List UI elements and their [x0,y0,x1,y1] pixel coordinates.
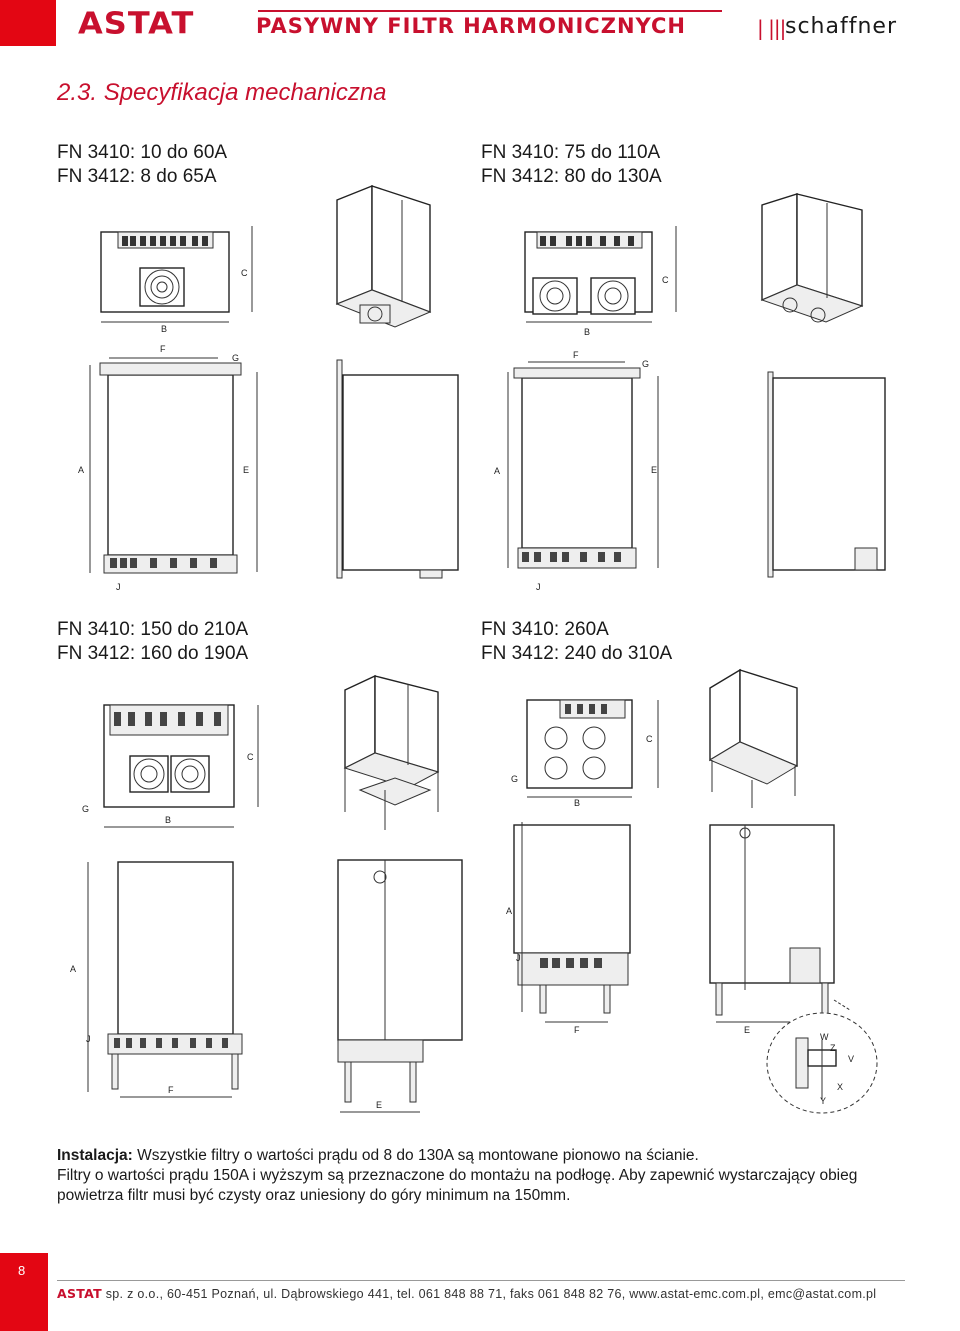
dim-c2-label: C [662,275,669,285]
dim-a4-label: A [506,906,513,916]
dim-a-label: A [78,465,85,475]
footer-address: sp. z o.o., 60-451 Poznań, ul. Dąbrowskiego 441, tel. 061 848 88 71, faks 061 848 82 76, www.astat-emc.com.pl, emc@astat.com.pl [101,1287,877,1301]
dim-c-label: C [241,268,248,278]
drawing-1-side-view [337,360,458,578]
drawing-4-top-view [511,700,658,808]
drawing-4-detail [767,1000,877,1113]
document-title: PASYWNY FILTR HARMONICZNYCH [256,14,686,38]
detail-y-label: Y [820,1096,827,1106]
drawing-3-top-view [82,705,258,827]
dim-b-label: B [161,324,168,334]
dim-e2-label: E [651,465,658,475]
group-3-line1: FN 3410: 150 do 210A [57,619,249,640]
schaffner-bars-icon: | ||| [757,16,786,40]
drawing-3-front-view [70,862,242,1097]
dim-g3-label: G [82,804,90,814]
drawing-4-front-view [506,822,630,1035]
dim-c4-label: C [646,734,653,744]
drawing-4-side-view [710,825,834,1035]
page-number-block [0,1253,48,1331]
installation-note [57,1146,917,1206]
footer-text [57,1286,876,1301]
dim-b2-label: B [584,327,591,337]
dim-j4-label: J [516,953,521,963]
detail-z-label: Z [830,1043,836,1053]
astat-logo: ASTAT [78,4,195,42]
dim-j3-label: J [86,1034,91,1044]
drawing-2-front-view [494,350,658,592]
footer-divider [57,1280,905,1281]
drawing-1-isometric [337,186,430,327]
dim-a3-label: A [70,964,77,974]
group-2-line1: FN 3410: 75 do 110A [481,142,661,163]
footer-company: ASTAT [57,1286,102,1301]
group-3-line2: FN 3412: 160 do 190A [57,643,249,664]
dim-a2-label: A [494,466,501,476]
dim-f3-label: F [168,1085,174,1095]
drawing-1-top-view [101,226,252,334]
group-1-line1: FN 3410: 10 do 60A [57,142,228,163]
drawing-3-side-view [338,860,462,1112]
dim-g-label: G [232,353,240,363]
section-title: 2.3. Specyfikacja mechaniczna [57,79,387,106]
drawing-4-isometric [710,670,797,808]
drawing-2-top-view [525,226,676,337]
group-2-line2: FN 3412: 80 do 130A [481,166,662,187]
installation-label: Instalacja: [57,1147,133,1164]
detail-x-label: X [837,1082,844,1092]
installation-text-2: Filtry o wartości prądu 150A i wyższym są przeznaczone do montażu na podłogę. Aby zapewnić wystarczający obieg powietrza filtr musi być czysty oraz uniesiony do góry minimum na 150mm. [57,1167,858,1204]
dim-e-label: E [243,465,250,475]
group-1-line2: FN 3412: 8 do 65A [57,166,217,187]
installation-text-1: Wszystkie filtry o wartości prądu od 8 do 130A są montowane pionowo na ścianie. [132,1147,699,1164]
schaffner-logo: schaffner [785,14,897,39]
dim-g2-label: G [642,359,650,369]
page-number: 8 [18,1263,26,1278]
dim-e3-label: E [376,1100,383,1110]
group-4-line1: FN 3410: 260A [481,619,609,640]
dim-j-label: J [116,582,121,592]
group-4-line2: FN 3412: 240 do 310A [481,643,673,664]
drawing-3-isometric [345,676,438,830]
dim-c3-label: C [247,752,254,762]
dim-b3-label: B [165,815,172,825]
dim-f-label: F [160,344,166,354]
dim-b4-label: B [574,798,581,808]
dim-j2-label: J [536,582,541,592]
drawing-2-side-view [768,372,885,577]
dim-f2-label: F [573,350,579,360]
dim-g4-label: G [511,774,519,784]
detail-w-label: W [820,1032,829,1042]
dim-e4-label: E [744,1025,751,1035]
dim-f4-label: F [574,1025,580,1035]
detail-v-label: V [848,1054,855,1064]
drawing-2-isometric [762,194,862,322]
drawing-1-front-view [78,344,257,592]
